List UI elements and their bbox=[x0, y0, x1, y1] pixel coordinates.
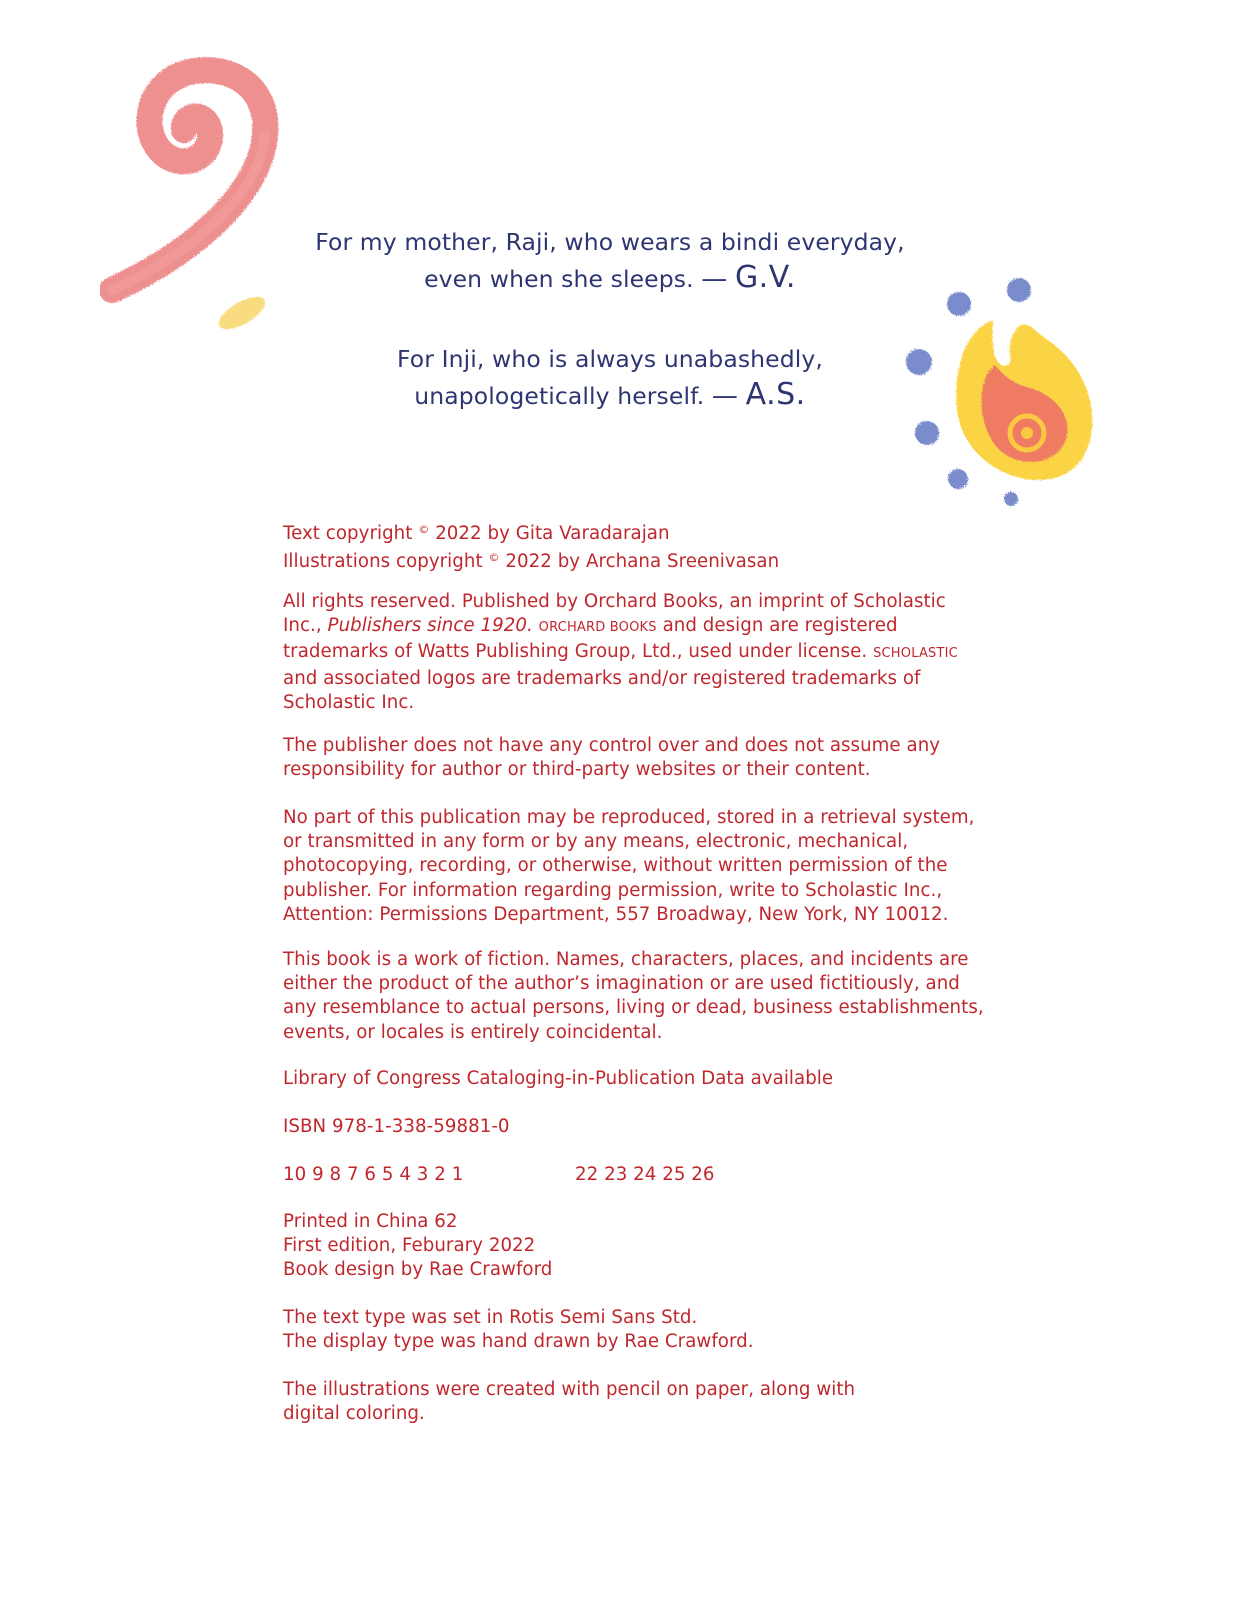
blue-dot bbox=[915, 421, 939, 445]
reproduction-line: or transmitted in any form or by any means, electronic, mechanical, bbox=[283, 831, 909, 853]
pink-swirl-illustration bbox=[100, 55, 290, 355]
rights-text: Inc., bbox=[283, 615, 322, 637]
printing-line: Book design by Rae Crawford bbox=[283, 1259, 553, 1281]
dedication-line: For my mother, Raji, who wears a bindi everyday, bbox=[315, 228, 905, 256]
reproduction-notice bbox=[283, 806, 975, 927]
typography-line: The display type was hand drawn by Rae Crawford. bbox=[283, 1331, 754, 1353]
disclaimer-line: responsibility for author or third-party websites or their content. bbox=[283, 759, 871, 781]
dedication-signature: G.V. bbox=[734, 260, 796, 295]
loc-line: Library of Congress Cataloging-in-Publication Data available bbox=[283, 1068, 834, 1089]
publishers-since-text: Publishers since 1920. bbox=[327, 615, 533, 637]
illustrations-copyright-value: 2022 by Archana Sreenivasan bbox=[505, 551, 780, 573]
text-copyright-value: 2022 by Gita Varadarajan bbox=[435, 523, 670, 544]
illustration-line: digital coloring. bbox=[283, 1403, 425, 1425]
dedication-text: even when she sleeps. bbox=[424, 265, 694, 293]
rights-line: All rights reserved. Published by Orchard Books, an imprint of Scholastic bbox=[283, 591, 946, 612]
fiction-line: events, or locales is entirely coincidental. bbox=[283, 1021, 663, 1043]
text-copyright-line bbox=[283, 518, 963, 546]
fiction-line: any resemblance to actual persons, living or dead, business establishments, bbox=[283, 997, 984, 1019]
dedication-text: unapologetically herself. bbox=[414, 382, 705, 410]
scholastic-smallcaps: SCHOLASTIC bbox=[873, 646, 958, 662]
orchard-books-smallcaps: ORCHARD BOOKS bbox=[538, 620, 657, 636]
typography-line: The text type was set in Rotis Semi Sans Std. bbox=[283, 1307, 698, 1328]
text-copyright-label: Text copyright bbox=[283, 523, 413, 544]
typography-notes bbox=[283, 1306, 963, 1354]
illustrations-copyright-label: Illustrations copyright bbox=[283, 551, 483, 573]
printer-key bbox=[283, 1163, 963, 1187]
fiction-line: either the product of the author’s imagination or are used fictitiously, and bbox=[283, 973, 960, 995]
rights-line bbox=[283, 614, 963, 640]
rights-paragraph bbox=[283, 590, 963, 715]
blue-dot bbox=[1004, 492, 1018, 506]
illustration-line: The illustrations were created with pencil on paper, along with bbox=[283, 1379, 856, 1400]
paisley-center-dot bbox=[1021, 427, 1033, 439]
dedication-signature: A.S. bbox=[745, 377, 806, 412]
copyright-symbol: © bbox=[418, 523, 430, 536]
dedication-inji bbox=[0, 342, 1228, 414]
fiction-line: This book is a work of fiction. Names, characters, places, and incidents are bbox=[283, 949, 969, 970]
printing-details bbox=[283, 1210, 963, 1283]
copyright-symbol: © bbox=[488, 551, 500, 565]
reproduction-line: Attention: Permissions Department, 557 Broadway, New York, NY 10012. bbox=[283, 903, 949, 925]
dedication-gita bbox=[0, 225, 1228, 297]
publisher-disclaimer bbox=[283, 734, 963, 782]
rights-text: and design are registered bbox=[662, 615, 898, 637]
illustration-notes bbox=[283, 1378, 963, 1426]
year-sequence: 22 23 24 25 26 bbox=[575, 1164, 715, 1185]
yellow-dash-mark bbox=[214, 290, 270, 335]
dedication-dash: — bbox=[701, 264, 728, 294]
library-of-congress-note bbox=[283, 1067, 963, 1091]
disclaimer-line: The publisher does not have any control over and does not assume any bbox=[283, 735, 941, 756]
reproduction-line: No part of this publication may be reproduced, stored in a retrieval system, bbox=[283, 807, 975, 828]
dedication-line: For Inji, who is always unabashedly, bbox=[397, 345, 823, 373]
copyright-credits bbox=[283, 518, 963, 574]
dedication-line bbox=[0, 377, 1228, 414]
rights-text: trademarks of Watts Publishing Group, Ltd., used under license. bbox=[283, 641, 868, 663]
isbn-line: ISBN 978-1-338-59881-0 bbox=[283, 1116, 510, 1137]
printing-number-sequence: 10 9 8 7 6 5 4 3 2 1 bbox=[283, 1164, 464, 1185]
printing-line: First edition, Feburary 2022 bbox=[283, 1235, 536, 1257]
reproduction-line: publisher. For information regarding permission, write to Scholastic Inc., bbox=[283, 879, 943, 901]
isbn bbox=[283, 1115, 963, 1139]
illustrations-copyright-line bbox=[283, 546, 963, 574]
fiction-disclaimer bbox=[283, 948, 984, 1045]
rights-line: Scholastic Inc. bbox=[283, 691, 415, 713]
printing-line: Printed in China 62 bbox=[283, 1211, 458, 1232]
dedication-dash: — bbox=[711, 381, 739, 411]
rights-line: and associated logos are trademarks and/or registered trademarks of bbox=[283, 667, 921, 689]
blue-dot bbox=[948, 469, 968, 489]
reproduction-line: photocopying, recording, or otherwise, without written permission of the bbox=[283, 855, 948, 877]
dedication-line bbox=[0, 260, 1228, 297]
rights-line bbox=[283, 640, 963, 666]
